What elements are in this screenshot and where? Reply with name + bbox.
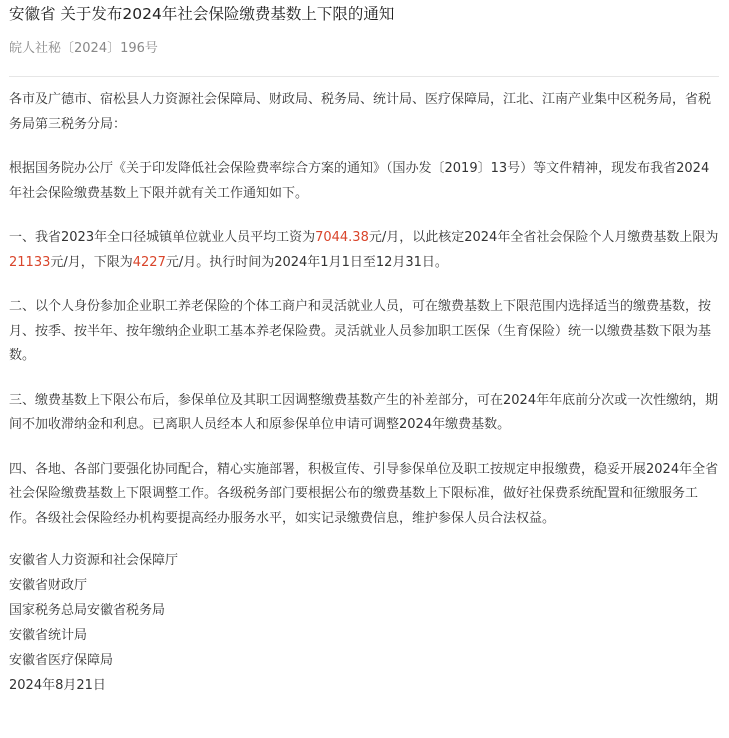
clause-4-paragraph: 四、各地、各部门要强化协同配合，精心实施部署，积极宣传、引导参保单位及职工按规定申报缴费，稳妥开展2024年全省社会保险缴费基数上下限调整工作。各级税务部门要根据公布的缴费基数上下限标准，做好社保费系统配置和征缴服务工作。各级社会保险经办机构要提高经办服务水平，如实记录缴费信息，维护参保人员合法权益。 [9, 461, 719, 526]
signatory-hrss: 安徽省人力资源和社会保障厅 [9, 553, 179, 568]
divider [9, 76, 719, 77]
clause-1-text-a: 一、我省2023年全口径城镇单位就业人员平均工资为 [9, 230, 316, 245]
document-number: 皖人社秘〔2024〕196号 [9, 41, 158, 56]
clause-2-paragraph: 二、以个人身份参加企业职工养老保险的个体工商户和灵活就业人员，可在缴费基数上下限范围内选择适当的缴费基数，按月、按季、按半年、按年缴纳企业职工基本养老保险费。灵活就业人员参加职工医保（生育保险）统一以缴费基数下限为基数。 [9, 299, 712, 363]
average-wage-value: 7044.38 [315, 230, 369, 245]
lower-limit-value: 4227 [132, 254, 166, 270]
clause-1-text-b: 元/月，以此核定2024年全省社会保险个人月缴费基数上限为 [368, 230, 719, 245]
signatory-finance: 安徽省财政厅 [9, 578, 88, 593]
clause-1-text-d: 元/月。执行时间为2024年1月1日至12月31日。 [165, 254, 448, 270]
signatory-healthcare: 安徽省医疗保障局 [9, 653, 114, 668]
page-title: 安徽省 关于发布2024年社会保险缴费基数上下限的通知 [9, 5, 395, 23]
signatory-block [9, 551, 719, 695]
addressee-paragraph: 各市及广德市、宿松县人力资源社会保障局、财政局、税务局、统计局、医疗保障局，江北、江南产业集中区税务局，省税务局第三税务分局： [9, 92, 712, 132]
upper-limit-value: 21133 [9, 254, 51, 270]
clause-3-paragraph: 三、缴费基数上下限公布后，参保单位及其职工因调整缴费基数产生的补差部分，可在2024年年底前分次或一次性缴纳，期间不加收滞纳金和利息。已离职人员经本人和原参保单位申请可调整2024年缴费基数。 [9, 392, 719, 432]
issue-date: 2024年8月21日 [9, 678, 106, 693]
clause-1-paragraph [9, 226, 719, 275]
clause-1-text-c: 元/月，下限为 [50, 254, 133, 270]
signatory-tax: 国家税务总局安徽省税务局 [9, 603, 166, 618]
intro-paragraph: 根据国务院办公厅《关于印发降低社会保险费率综合方案的通知》（国办发〔2019〕13号）等文件精神，现发布我省2024年社会保险缴费基数上下限并就有关工作通知如下。 [9, 161, 710, 201]
signatory-statistics: 安徽省统计局 [9, 628, 88, 643]
document-body [9, 88, 719, 531]
